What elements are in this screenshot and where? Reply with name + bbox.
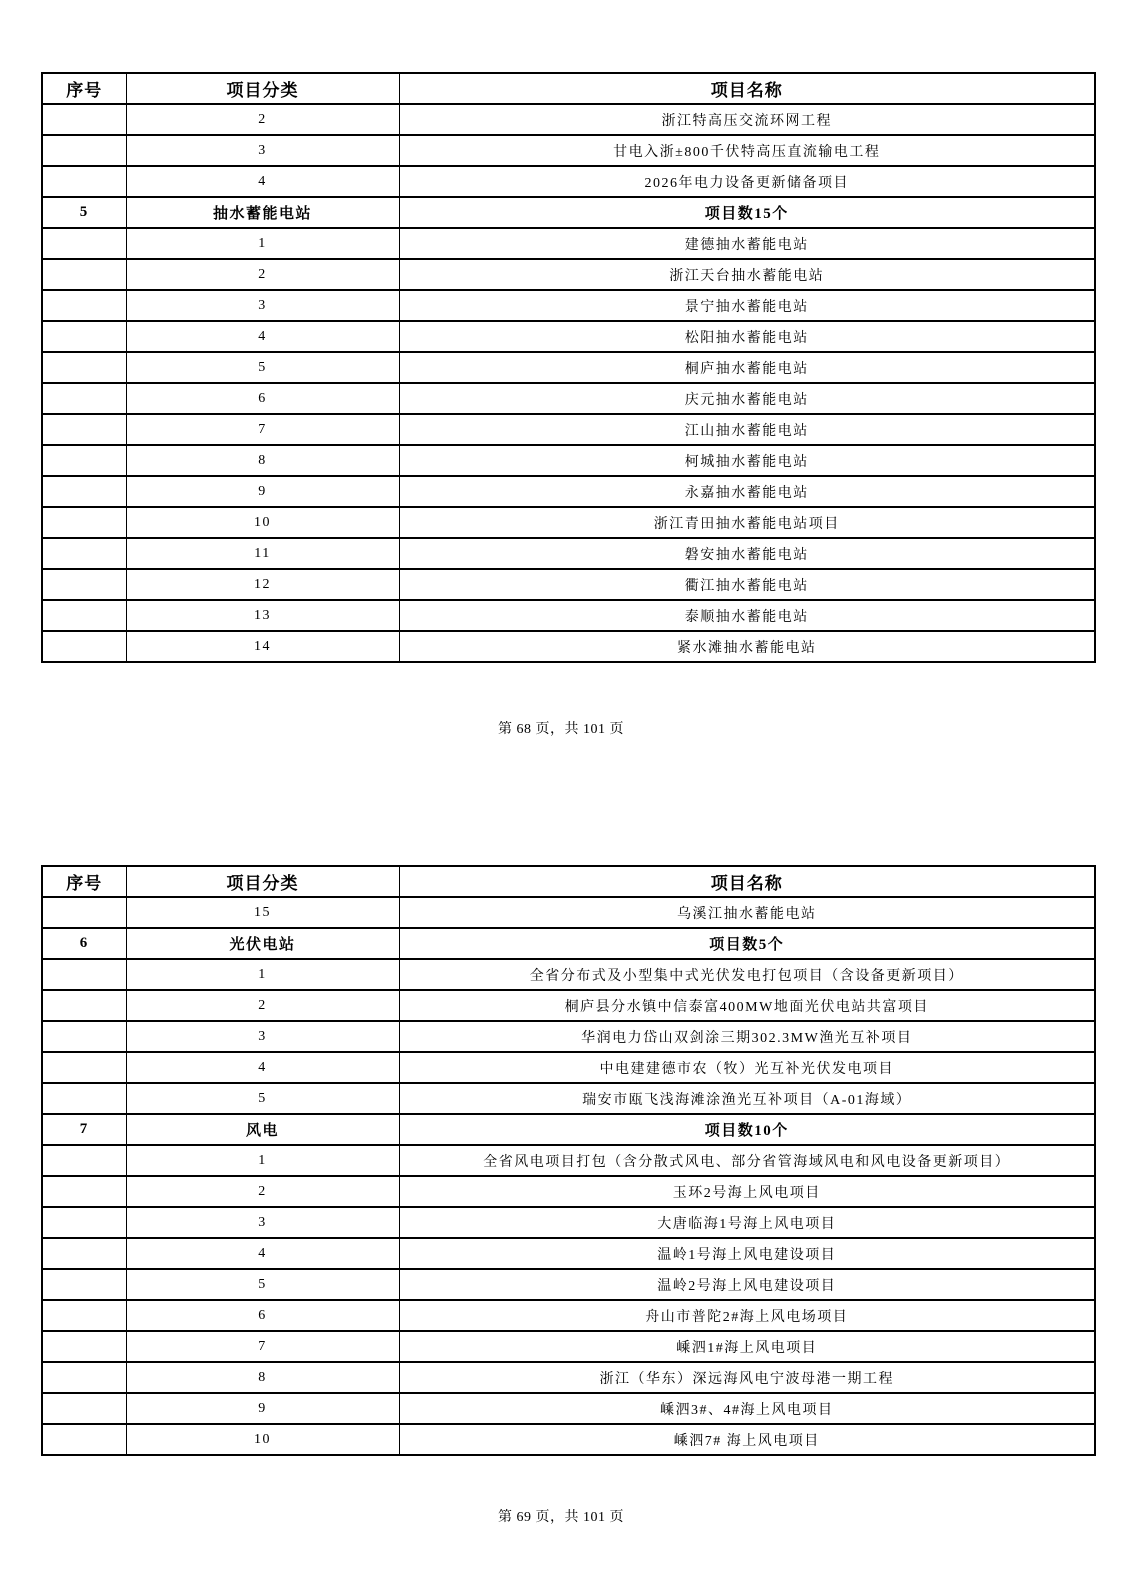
seq-cell	[42, 445, 126, 476]
name-cell: 庆元抽水蓄能电站	[399, 383, 1095, 414]
seq-cell	[42, 1083, 126, 1114]
name-cell: 磐安抽水蓄能电站	[399, 538, 1095, 569]
name-cell: 温岭2号海上风电建设项目	[399, 1269, 1095, 1300]
category-cell: 1	[126, 1145, 399, 1176]
name-cell: 中电建建德市农（牧）光互补光伏发电项目	[399, 1052, 1095, 1083]
page-69-section	[41, 865, 1096, 1456]
seq-cell	[42, 290, 126, 321]
table-row	[42, 1021, 1095, 1052]
category-cell: 1	[126, 959, 399, 990]
name-cell: 嵊泗3#、4#海上风电项目	[399, 1393, 1095, 1424]
name-cell: 建德抽水蓄能电站	[399, 228, 1095, 259]
category-cell: 3	[126, 290, 399, 321]
table-body	[42, 897, 1095, 1455]
name-cell: 浙江天台抽水蓄能电站	[399, 259, 1095, 290]
table-row	[42, 321, 1095, 352]
table-row	[42, 1300, 1095, 1331]
name-cell: 华润电力岱山双剑涂三期302.3MW渔光互补项目	[399, 1021, 1095, 1052]
name-cell: 永嘉抽水蓄能电站	[399, 476, 1095, 507]
column-header-2: 项目名称	[399, 866, 1095, 897]
name-cell: 温岭1号海上风电建设项目	[399, 1238, 1095, 1269]
name-cell: 玉环2号海上风电项目	[399, 1176, 1095, 1207]
category-cell: 2	[126, 1176, 399, 1207]
category-row	[42, 1114, 1095, 1145]
category-cell: 2	[126, 259, 399, 290]
table-row	[42, 1052, 1095, 1083]
table-row	[42, 631, 1095, 662]
seq-cell	[42, 507, 126, 538]
table-row	[42, 1362, 1095, 1393]
table-row	[42, 569, 1095, 600]
category-cell: 2	[126, 104, 399, 135]
seq-cell	[42, 569, 126, 600]
name-cell: 紧水滩抽水蓄能电站	[399, 631, 1095, 662]
seq-cell	[42, 1362, 126, 1393]
name-cell: 嵊泗1#海上风电项目	[399, 1331, 1095, 1362]
category-cell: 9	[126, 476, 399, 507]
name-cell: 项目数5个	[399, 928, 1095, 959]
name-cell: 浙江特高压交流环网工程	[399, 104, 1095, 135]
category-cell: 6	[126, 383, 399, 414]
column-header-1: 项目分类	[126, 73, 399, 104]
seq-cell	[42, 228, 126, 259]
seq-cell	[42, 959, 126, 990]
name-cell: 项目数10个	[399, 1114, 1095, 1145]
table-row	[42, 104, 1095, 135]
name-cell: 舟山市普陀2#海上风电场项目	[399, 1300, 1095, 1331]
seq-cell	[42, 166, 126, 197]
seq-cell	[42, 1207, 126, 1238]
name-cell: 浙江（华东）深远海风电宁波母港一期工程	[399, 1362, 1095, 1393]
column-header-0: 序号	[42, 866, 126, 897]
seq-cell	[42, 538, 126, 569]
category-cell: 1	[126, 228, 399, 259]
category-cell: 4	[126, 166, 399, 197]
seq-cell	[42, 104, 126, 135]
name-cell: 乌溪江抽水蓄能电站	[399, 897, 1095, 928]
seq-cell	[42, 1269, 126, 1300]
table-row	[42, 476, 1095, 507]
table-row	[42, 135, 1095, 166]
table-body	[42, 104, 1095, 662]
table-row	[42, 383, 1095, 414]
table-row	[42, 1176, 1095, 1207]
seq-cell	[42, 1021, 126, 1052]
name-cell: 项目数15个	[399, 197, 1095, 228]
table-row	[42, 1331, 1095, 1362]
table-row	[42, 445, 1095, 476]
seq-cell	[42, 352, 126, 383]
category-cell: 14	[126, 631, 399, 662]
header-row	[42, 866, 1095, 897]
category-cell: 2	[126, 990, 399, 1021]
table-row	[42, 507, 1095, 538]
seq-cell	[42, 631, 126, 662]
name-cell: 衢江抽水蓄能电站	[399, 569, 1095, 600]
page-68-section	[41, 72, 1096, 663]
category-cell: 7	[126, 1331, 399, 1362]
name-cell: 松阳抽水蓄能电站	[399, 321, 1095, 352]
name-cell: 桐庐抽水蓄能电站	[399, 352, 1095, 383]
category-cell: 4	[126, 1052, 399, 1083]
name-cell: 江山抽水蓄能电站	[399, 414, 1095, 445]
seq-cell: 6	[42, 928, 126, 959]
seq-cell	[42, 1300, 126, 1331]
name-cell: 全省分布式及小型集中式光伏发电打包项目（含设备更新项目）	[399, 959, 1095, 990]
category-cell: 15	[126, 897, 399, 928]
seq-cell	[42, 135, 126, 166]
page-number-footer-68: 第 68 页，共 101 页	[498, 722, 624, 737]
category-cell: 5	[126, 352, 399, 383]
table-row	[42, 1269, 1095, 1300]
column-header-0: 序号	[42, 73, 126, 104]
seq-cell	[42, 1424, 126, 1455]
table-row	[42, 352, 1095, 383]
category-cell: 光伏电站	[126, 928, 399, 959]
category-cell: 13	[126, 600, 399, 631]
table-row	[42, 259, 1095, 290]
table-header-row	[42, 73, 1095, 104]
table-row	[42, 1238, 1095, 1269]
name-cell: 瑞安市瓯飞浅海滩涂渔光互补项目（A-01海域）	[399, 1083, 1095, 1114]
category-cell: 10	[126, 507, 399, 538]
table-row	[42, 1083, 1095, 1114]
seq-cell	[42, 321, 126, 352]
name-cell: 景宁抽水蓄能电站	[399, 290, 1095, 321]
seq-cell	[42, 990, 126, 1021]
category-cell: 3	[126, 135, 399, 166]
table-row	[42, 228, 1095, 259]
name-cell: 嵊泗7# 海上风电项目	[399, 1424, 1095, 1455]
seq-cell	[42, 600, 126, 631]
category-cell: 8	[126, 445, 399, 476]
name-cell: 桐庐县分水镇中信泰富400MW地面光伏电站共富项目	[399, 990, 1095, 1021]
table-row	[42, 1145, 1095, 1176]
seq-cell	[42, 414, 126, 445]
seq-cell: 7	[42, 1114, 126, 1145]
category-cell: 12	[126, 569, 399, 600]
seq-cell	[42, 1145, 126, 1176]
table-row	[42, 538, 1095, 569]
name-cell: 甘电入浙±800千伏特高压直流输电工程	[399, 135, 1095, 166]
category-cell: 5	[126, 1083, 399, 1114]
category-cell: 5	[126, 1269, 399, 1300]
seq-cell	[42, 1176, 126, 1207]
seq-cell	[42, 897, 126, 928]
header-row	[42, 73, 1095, 104]
seq-cell	[42, 476, 126, 507]
column-header-1: 项目分类	[126, 866, 399, 897]
category-cell: 风电	[126, 1114, 399, 1145]
name-cell: 大唐临海1号海上风电项目	[399, 1207, 1095, 1238]
column-header-2: 项目名称	[399, 73, 1095, 104]
category-cell: 4	[126, 321, 399, 352]
seq-cell: 5	[42, 197, 126, 228]
table-row	[42, 290, 1095, 321]
name-cell: 浙江青田抽水蓄能电站项目	[399, 507, 1095, 538]
table-row	[42, 1424, 1095, 1455]
page-number-footer-69: 第 69 页，共 101 页	[498, 1510, 624, 1525]
project-table-page-68	[41, 72, 1096, 663]
table-header-row	[42, 866, 1095, 897]
category-cell: 10	[126, 1424, 399, 1455]
table-row	[42, 959, 1095, 990]
seq-cell	[42, 1331, 126, 1362]
seq-cell	[42, 1052, 126, 1083]
table-row	[42, 897, 1095, 928]
category-cell: 9	[126, 1393, 399, 1424]
project-table-page-69	[41, 865, 1096, 1456]
name-cell: 柯城抽水蓄能电站	[399, 445, 1095, 476]
table-row	[42, 414, 1095, 445]
category-cell: 3	[126, 1207, 399, 1238]
table-row	[42, 166, 1095, 197]
category-row	[42, 197, 1095, 228]
category-cell: 抽水蓄能电站	[126, 197, 399, 228]
seq-cell	[42, 1238, 126, 1269]
category-cell: 7	[126, 414, 399, 445]
category-cell: 11	[126, 538, 399, 569]
name-cell: 泰顺抽水蓄能电站	[399, 600, 1095, 631]
category-cell: 8	[126, 1362, 399, 1393]
name-cell: 2026年电力设备更新储备项目	[399, 166, 1095, 197]
category-cell: 4	[126, 1238, 399, 1269]
category-cell: 3	[126, 1021, 399, 1052]
seq-cell	[42, 259, 126, 290]
seq-cell	[42, 383, 126, 414]
category-row	[42, 928, 1095, 959]
table-row	[42, 1207, 1095, 1238]
name-cell: 全省风电项目打包（含分散式风电、部分省管海域风电和风电设备更新项目）	[399, 1145, 1095, 1176]
table-row	[42, 990, 1095, 1021]
seq-cell	[42, 1393, 126, 1424]
table-row	[42, 600, 1095, 631]
table-row	[42, 1393, 1095, 1424]
category-cell: 6	[126, 1300, 399, 1331]
